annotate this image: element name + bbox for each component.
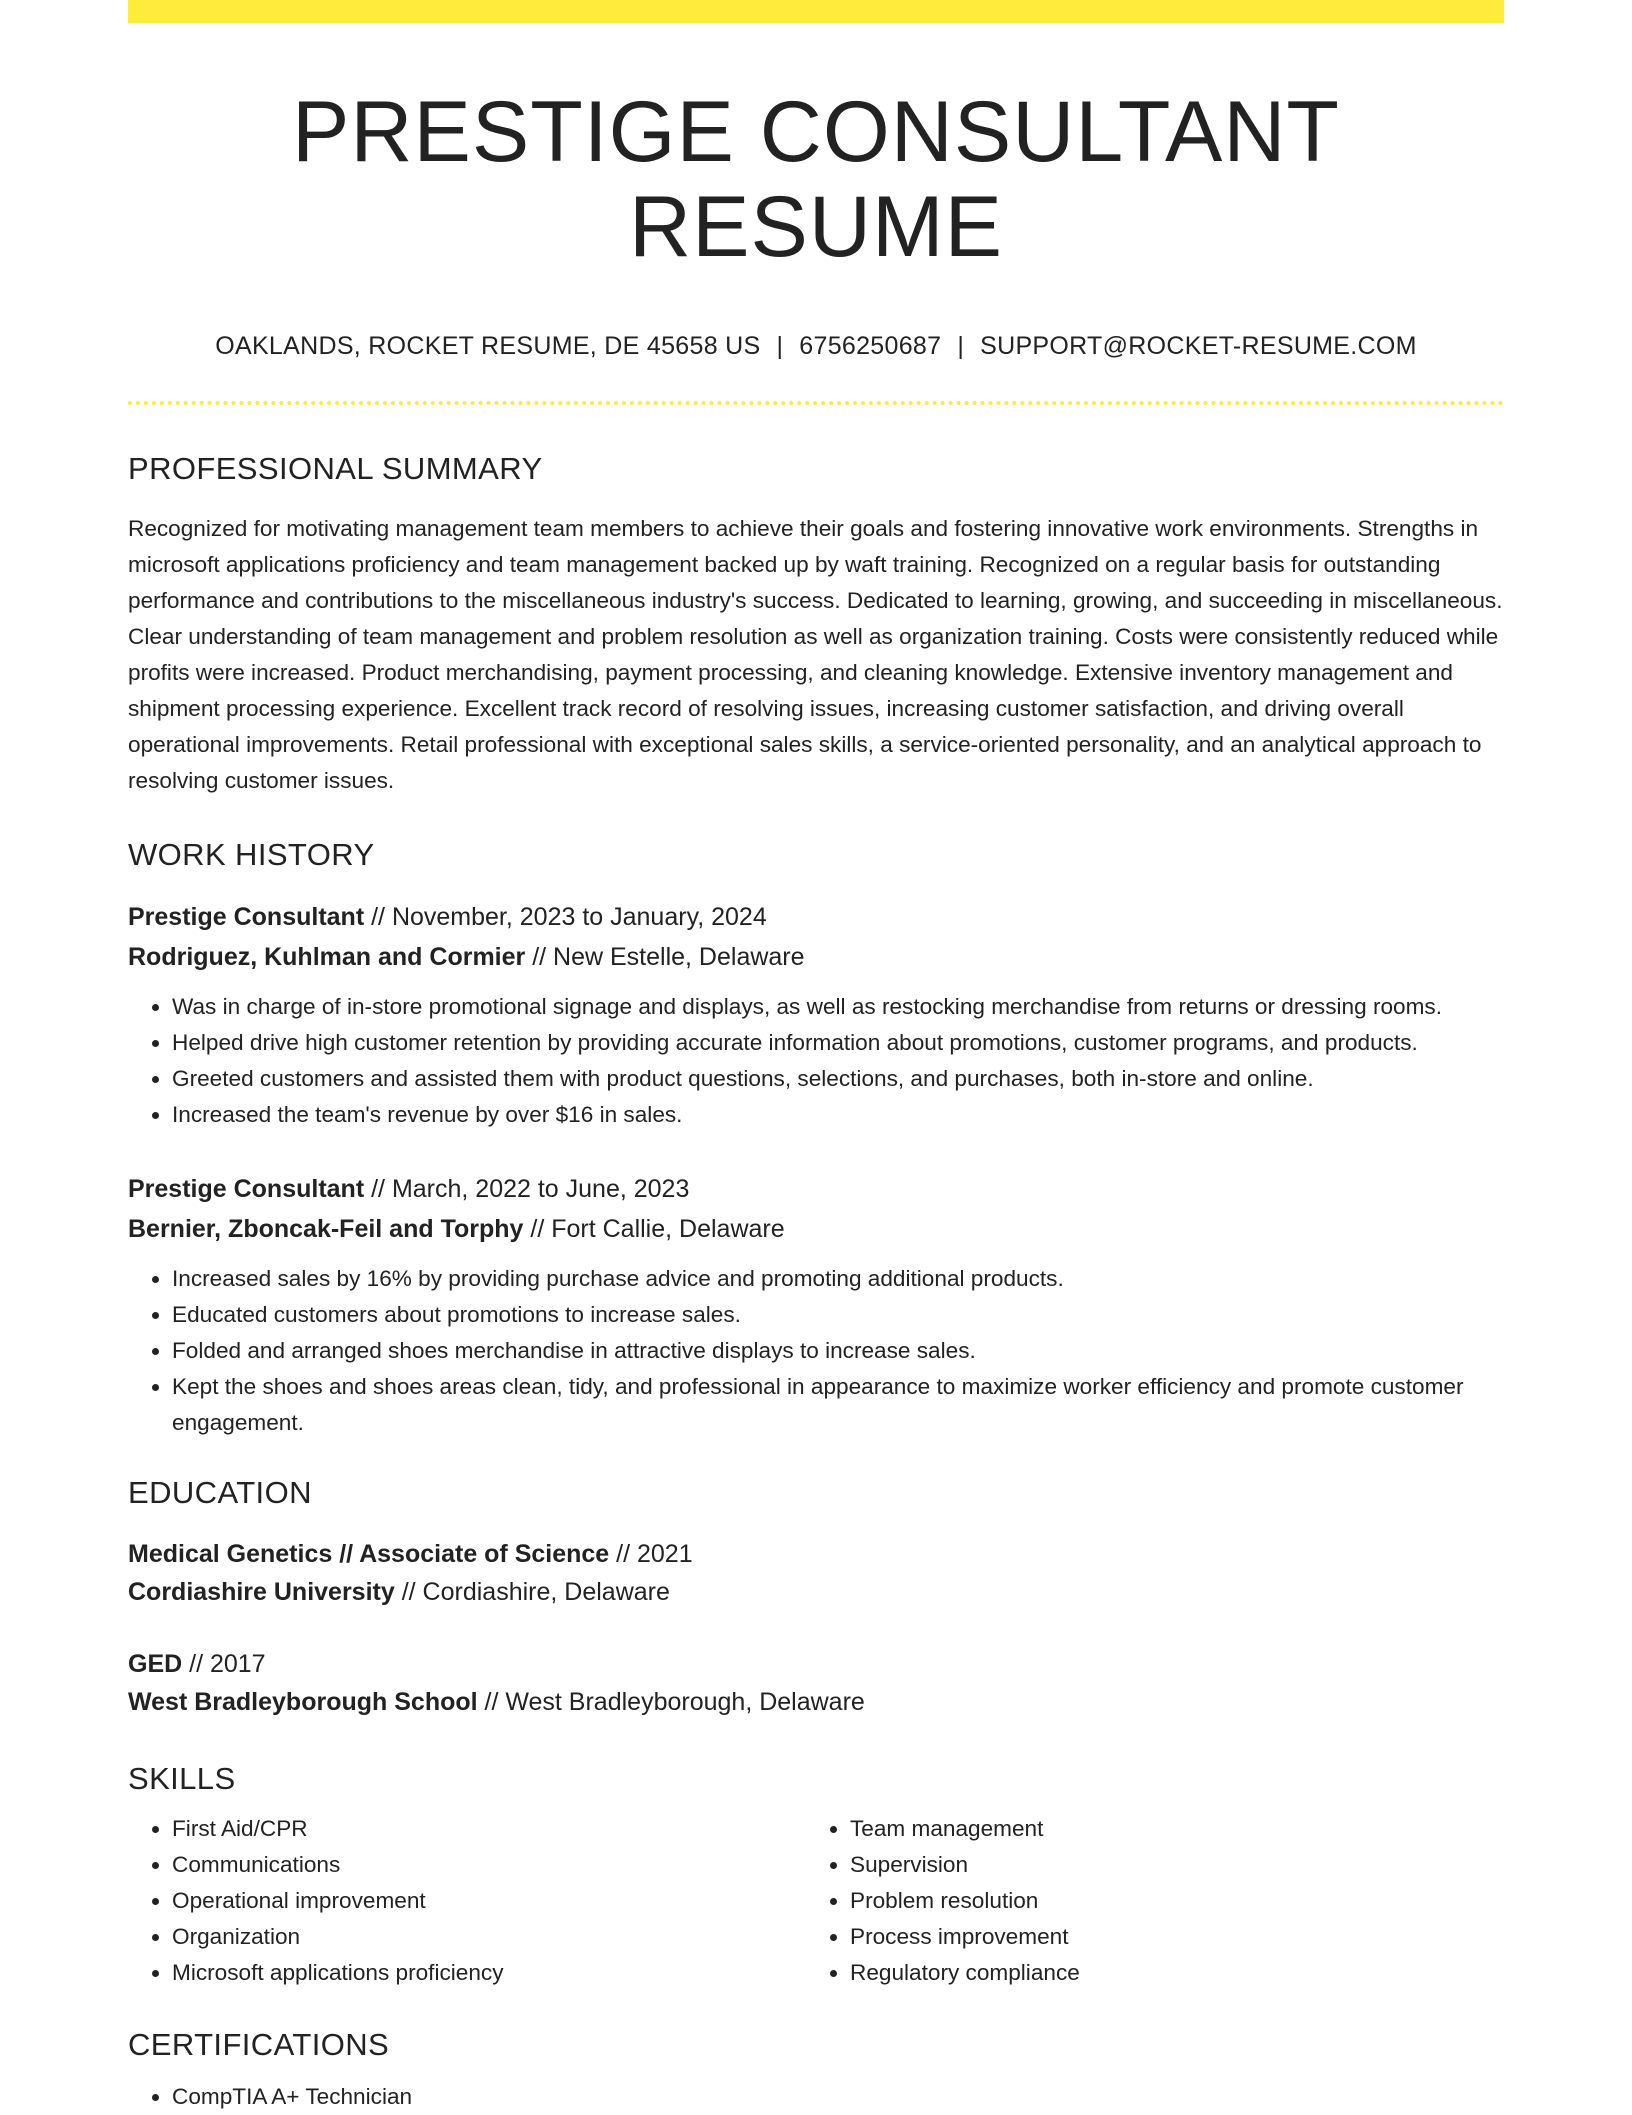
skill-item: • Microsoft applications proficiency <box>172 1955 806 1991</box>
education-school: Cordiashire University <box>128 1578 395 1607</box>
job-company-line <box>128 1209 1504 1249</box>
education-location: // Cordiashire, Delaware <box>394 1578 670 1607</box>
skill-item: • Operational improvement <box>172 1883 806 1919</box>
job-title: Prestige Consultant <box>128 1175 365 1204</box>
contact-separator: | <box>776 332 784 361</box>
contact-address: OAKLANDS, ROCKET RESUME, DE 45658 US <box>215 332 761 361</box>
job-location: // Fort Callie, Delaware <box>523 1215 785 1244</box>
certification-item: • CompTIA A+ Technician <box>172 2079 1504 2115</box>
contact-phone: 6756250687 <box>799 332 942 361</box>
contact-separator: | <box>957 332 965 361</box>
accent-top-bar <box>128 0 1504 23</box>
education-degree-line <box>128 1645 1504 1683</box>
education-degree-line <box>128 1535 1504 1573</box>
resume-title: PRESTIGE CONSULTANT RESUME <box>292 84 1340 275</box>
education-heading: EDUCATION <box>128 1475 312 1511</box>
skill-item: • Organization <box>172 1919 806 1955</box>
education-location: // West Bradleyborough, Delaware <box>477 1688 865 1717</box>
summary-text: Recognized for motivating management team members to achieve their goals and fostering innovative work environments. Strengths in microsoft applications proficiency and team management backed up by waft training. Recognized on a regular basis for outstanding performance and contributions to the miscellaneous industry's success. Dedicated to learning, growing, and succeeding in miscellaneous. Clear understanding of team management and problem resolution as well as organization training. Costs were consistently reduced while profits were increased. Product merchandising, payment processing, and cleaning knowledge. Extensive inventory management and shipment processing experience. Excellent track record of resolving issues, increasing customer satisfaction, and driving overall operational improvements. Retail professional with exceptional sales skills, a service-oriented personality, and an analytical approach to resolving customer issues. <box>128 516 1503 794</box>
education-degree: GED <box>128 1650 183 1679</box>
job-bullet: • Increased sales by 16% by providing purchase advice and promoting additional products. <box>172 1261 1504 1297</box>
job-bullet: • Educated customers about promotions to increase sales. <box>172 1297 1504 1333</box>
job-bullet: • Helped drive high customer retention by providing accurate information about promotions, customer programs, and products. <box>172 1025 1504 1061</box>
job-bullet: • Increased the team's revenue by over $16 in sales. <box>172 1097 1504 1133</box>
education-section <box>128 1475 1504 1721</box>
education-entry <box>128 1645 1504 1721</box>
contact-line <box>128 332 1504 361</box>
job-title-line <box>128 1169 1504 1209</box>
job-entry <box>128 1169 1504 1441</box>
job-bullet: • Kept the shoes and shoes areas clean, tidy, and professional in appearance to maximize worker efficiency and promote customer engagement. <box>172 1369 1504 1441</box>
summary-section <box>128 451 1504 799</box>
job-bullets <box>128 1261 1504 1441</box>
job-title-line <box>128 897 1504 937</box>
dotted-divider <box>128 401 1504 405</box>
skill-item: • Problem resolution <box>850 1883 1450 1919</box>
summary-heading: PROFESSIONAL SUMMARY <box>128 451 543 487</box>
education-school: West Bradleyborough School <box>128 1688 478 1717</box>
education-school-line <box>128 1683 1504 1721</box>
skills-grid <box>128 1811 1504 1991</box>
job-bullets <box>128 989 1504 1133</box>
resume-page <box>128 0 1504 2115</box>
education-year: // 2017 <box>182 1650 266 1679</box>
certifications-heading: CERTIFICATIONS <box>128 2027 390 2063</box>
skills-section <box>128 1761 1504 1991</box>
job-bullet: • Greeted customers and assisted them with product questions, selections, and purchases, both in-store and online. <box>172 1061 1504 1097</box>
work-history-heading: WORK HISTORY <box>128 837 375 873</box>
education-entry <box>128 1535 1504 1611</box>
certifications-section <box>128 2027 1504 2115</box>
skill-item: • Communications <box>172 1847 806 1883</box>
job-company-line <box>128 937 1504 977</box>
job-title: Prestige Consultant <box>128 903 365 932</box>
skills-list-left <box>128 1811 806 1991</box>
job-dates: // March, 2022 to June, 2023 <box>364 1175 690 1204</box>
job-bullet: • Was in charge of in-store promotional signage and displays, as well as restocking merchandise from returns or dressing rooms. <box>172 989 1504 1025</box>
education-school-line <box>128 1573 1504 1611</box>
skill-item: • Regulatory compliance <box>850 1955 1450 1991</box>
skill-item: • Supervision <box>850 1847 1450 1883</box>
contact-email: SUPPORT@ROCKET-RESUME.COM <box>980 332 1417 361</box>
job-company: Bernier, Zboncak-Feil and Torphy <box>128 1215 524 1244</box>
job-dates: // November, 2023 to January, 2024 <box>364 903 767 932</box>
skills-list-right <box>806 1811 1450 1991</box>
skill-item: • Process improvement <box>850 1919 1450 1955</box>
job-bullet: • Folded and arranged shoes merchandise in attractive displays to increase sales. <box>172 1333 1504 1369</box>
skill-item: • First Aid/CPR <box>172 1811 806 1847</box>
education-year: // 2021 <box>609 1540 693 1569</box>
skill-item: • Team management <box>850 1811 1450 1847</box>
skills-heading: SKILLS <box>128 1761 236 1797</box>
work-history-section <box>128 837 1504 1441</box>
job-entry <box>128 897 1504 1133</box>
job-company: Rodriguez, Kuhlman and Cormier <box>128 943 526 972</box>
certifications-list <box>128 2079 1504 2115</box>
job-location: // New Estelle, Delaware <box>525 943 805 972</box>
education-degree: Medical Genetics // Associate of Science <box>128 1540 610 1569</box>
